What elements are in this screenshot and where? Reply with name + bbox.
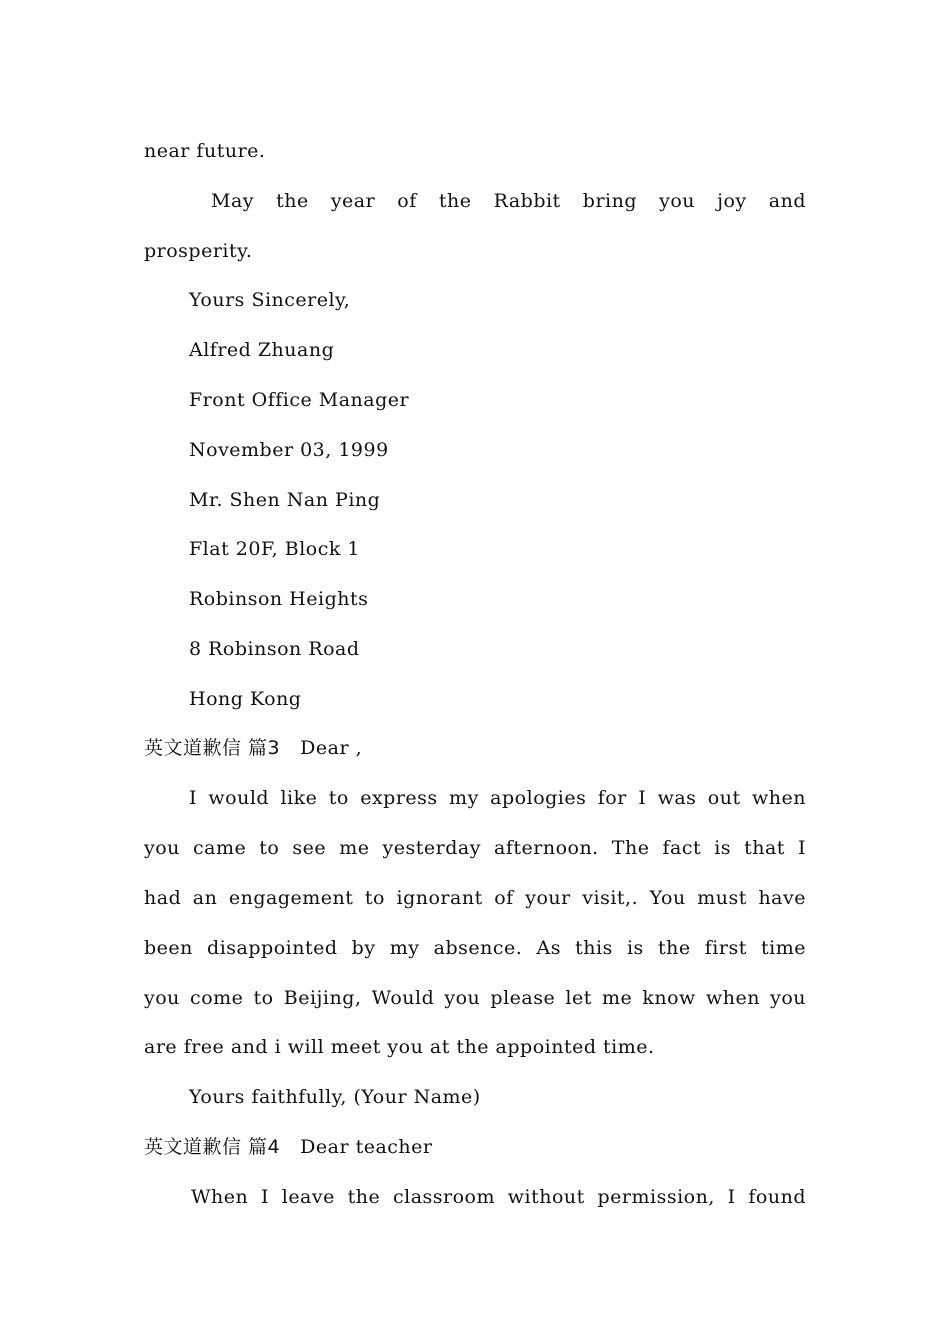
recipient-name: Mr. Shen Nan Ping	[189, 489, 381, 511]
paragraph-line: prosperity.	[144, 240, 253, 262]
paragraph-line: you came to see me yesterday afternoon. The fact is that I	[144, 837, 806, 859]
recipient-address-line: 8 Robinson Road	[189, 638, 360, 660]
salutation: Dear teacher	[300, 1136, 433, 1158]
section-heading-3	[144, 735, 806, 761]
section-title: 英文道歉信 篇3	[144, 737, 281, 759]
paragraph-line: near future.	[144, 140, 266, 162]
salutation: Dear ,	[300, 737, 363, 759]
paragraph-line: are free and i will meet you at the appointed time.	[144, 1036, 655, 1058]
closing-line: Yours faithfully, (Your Name)	[189, 1086, 481, 1108]
section-heading-4	[144, 1134, 806, 1160]
signature-name: Alfred Zhuang	[189, 339, 335, 361]
section-title: 英文道歉信 篇4	[144, 1136, 281, 1158]
recipient-address-line: Hong Kong	[189, 688, 302, 710]
paragraph-line: When I leave the classroom without permission, I found	[191, 1186, 806, 1208]
paragraph-line: May the year of the Rabbit bring you joy and	[211, 190, 806, 212]
paragraph-line: been disappointed by my absence. As this is the first time	[144, 937, 806, 959]
recipient-address-line: Robinson Heights	[189, 588, 369, 610]
paragraph-line: you come to Beijing, Would you please let me know when you	[144, 987, 806, 1009]
letter-date: November 03, 1999	[189, 439, 389, 461]
recipient-address-line: Flat 20F, Block 1	[189, 538, 361, 560]
closing-line: Yours Sincerely,	[189, 289, 351, 311]
signature-title: Front Office Manager	[189, 389, 410, 411]
paragraph-line: I would like to express my apologies for I was out when	[189, 787, 806, 809]
paragraph-line: had an engagement to ignorant of your visit,. You must have	[144, 887, 806, 909]
